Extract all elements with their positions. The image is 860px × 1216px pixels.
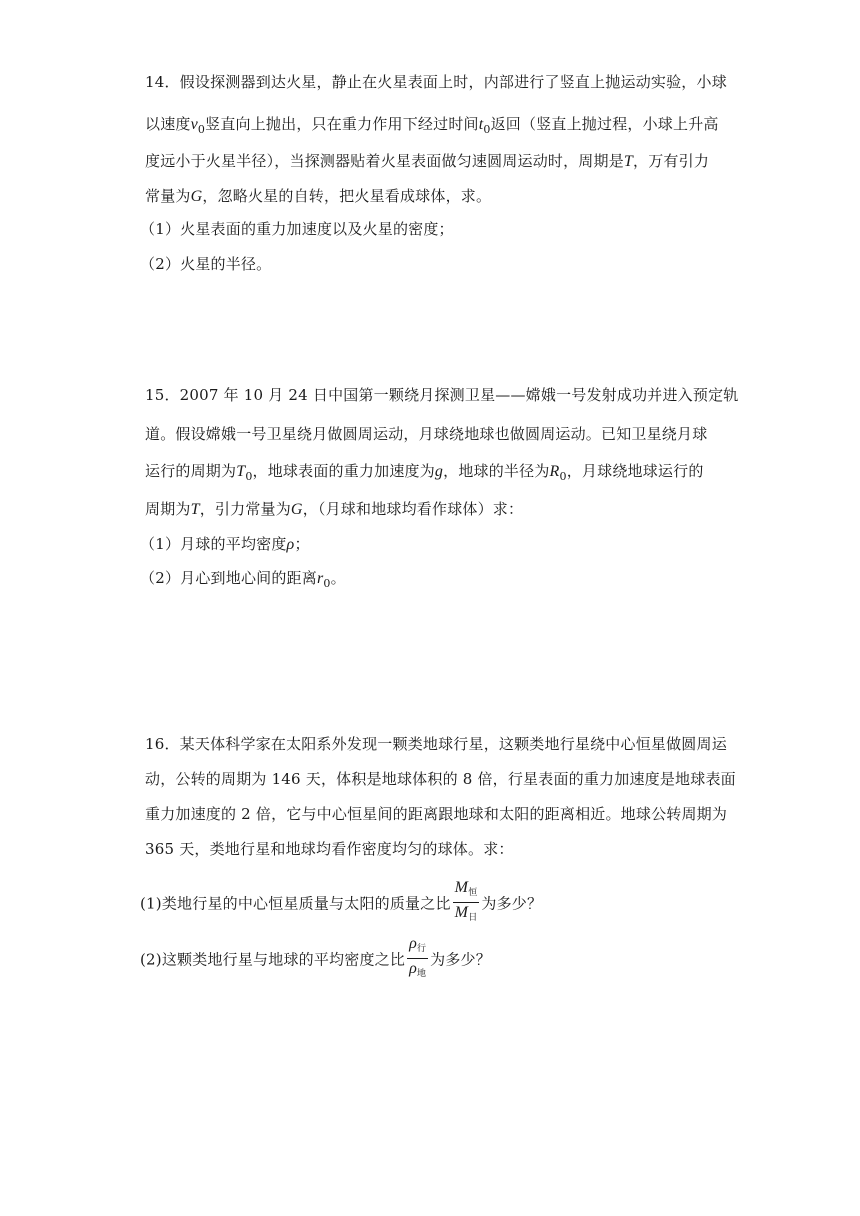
q16-line-3: 重力加速度的 2 倍，它与中心恒星间的距离跟地球和太阳的距离相近。地球公转周期为 <box>145 805 728 823</box>
q15-part-1: （1）月球的平均密度ρ； <box>140 535 310 553</box>
q14-line-1: 14．假设探测器到达火星，静止在火星表面上时，内部进行了竖直上抛运动实验，小球 <box>145 73 727 91</box>
q14-part-1: （1）火星表面的重力加速度以及火星的密度； <box>140 220 454 238</box>
q14-line-2: 以速度$v_0$竖直向上抛出，只在重力作用下经过时间$t_0$返回（竖直上抛过程，小球上升高 <box>145 115 719 136</box>
q16-line-4: 365 天，类地行星和地球均看作密度均匀的球体。求： <box>145 840 514 858</box>
q14-part-2: （2）火星的半径。 <box>140 255 272 273</box>
q15-line-3: 运行的周期为$T_0$，地球表面的重力加速度为g，地球的半径为$R_0$，月球绕地球运行的 <box>145 462 704 483</box>
q14-line-3: 度远小于火星半径），当探测器贴着火星表面做匀速圆周运动时，周期是T，万有引力 <box>145 152 710 170</box>
q15-line-4: 周期为T，引力常量为G，（月球和地球均看作球体）求： <box>145 500 524 518</box>
mass-ratio-fraction: $\frac{M_恒}{M_日}$ <box>454 879 478 923</box>
q16-part-1: (1)类地行星的中心恒星质量与太阳的质量之比 $\frac{M_恒}{M_日}$ 为多少？ <box>140 880 542 929</box>
q16-line-1: 16．某天体科学家在太阳系外发现一颗类地球行星，这颗类地行星绕中心恒星做圆周运 <box>145 735 727 753</box>
q16-line-2: 动，公转的周期为 146 天，体积是地球体积的 8 倍，行星表面的重力加速度是地球表面 <box>145 770 736 788</box>
q15-line-1: 15．2007 年 10 月 24 日中国第一颗绕月探测卫星——嫦娥一号发射成功并进入预定轨 <box>145 386 739 404</box>
q15-line-2: 道。假设嫦娥一号卫星绕月做圆周运动，月球绕地球也做圆周运动。已知卫星绕月球 <box>145 425 708 443</box>
q14-line-4: 常量为G，忽略火星的自转，把火星看成球体，求。 <box>145 187 492 205</box>
q15-part-2: （2）月心到地心间的距离$r_0$。 <box>140 569 346 590</box>
q16-part-2: (2)这颗类地行星与地球的平均密度之比 $\frac{\rho_行}{\rho_地}$ 为多少？ <box>140 936 491 985</box>
density-ratio-fraction: $\frac{\rho_行}{\rho_地}$ <box>409 935 427 979</box>
